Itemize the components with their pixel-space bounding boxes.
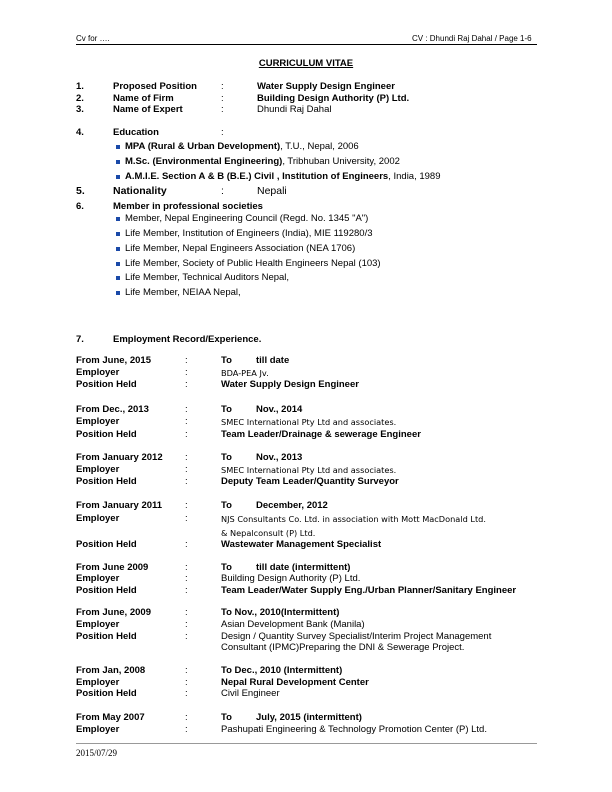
employer-value: SMEC International Pty Ltd and associates. xyxy=(221,417,397,427)
field-colon: : xyxy=(221,104,224,115)
employer-value: SMEC International Pty Ltd and associates. xyxy=(221,465,397,475)
field-value: Water Supply Design Engineer xyxy=(257,81,395,92)
position-value: Design / Quantity Survey Specialist/Interim Project Management xyxy=(221,631,492,642)
record-from: From June, 2009 xyxy=(76,607,151,618)
field-label: Nationality xyxy=(113,185,167,197)
employer-value: BDA-PEA Jv. xyxy=(221,368,269,378)
record-to-word: To xyxy=(221,404,232,415)
header-left: Cv for …. xyxy=(76,34,110,43)
field-label: Name of Expert xyxy=(113,104,183,115)
field-label: Education xyxy=(113,127,159,138)
membership-text: Life Member, Technical Auditors Nepal, xyxy=(125,272,290,283)
record-to: till date (intermittent) xyxy=(256,562,351,573)
degree-title: A.M.I.E. Section A & B (B.E.) Civil , Institution of Engineers xyxy=(125,171,389,182)
record-period: From June 2009 : To till date (intermittent) xyxy=(76,562,351,573)
record-position: Position Held : Wastewater Management Specialist xyxy=(76,539,382,550)
position-value: Team Leader/Water Supply Eng./Urban Planner/Sanitary Engineer xyxy=(221,585,517,596)
employer-label: Employer xyxy=(76,677,120,688)
record-employer: Employer : Building Design Authority (P) Ltd. xyxy=(76,573,361,584)
record-period: From June, 2009 : To Nov., 2010(Intermittent) xyxy=(76,607,340,618)
bullet-icon xyxy=(116,262,120,266)
field-colon: : xyxy=(221,93,224,104)
header-divider xyxy=(76,44,537,45)
employer-label: Employer xyxy=(76,724,120,735)
record-employer-continued xyxy=(76,527,546,539)
record-from: From Dec., 2013 xyxy=(76,404,149,415)
record-employer: Employer : Asian Development Bank (Manila) xyxy=(76,619,365,630)
employer-value: Nepal Rural Development Center xyxy=(221,677,369,688)
record-period: From May 2007 : To July, 2015 (intermittent) xyxy=(76,712,362,723)
field-number: 1. xyxy=(76,81,84,92)
record-employer: Employer : NJS Consultants Co. Ltd. in association with Mott MacDonald Ltd. xyxy=(76,513,486,524)
field-colon: : xyxy=(221,81,224,92)
bullet-icon xyxy=(116,217,120,221)
position-value: Water Supply Design Engineer xyxy=(221,379,359,390)
field-number: 2. xyxy=(76,93,84,104)
position-label: Position Held xyxy=(76,379,137,390)
record-to-word: To xyxy=(221,562,232,573)
footer-date: 2015/07/29 xyxy=(76,748,118,758)
record-to-word: To xyxy=(221,500,232,511)
position-value: Team Leader/Drainage & sewerage Engineer xyxy=(221,429,421,440)
record-position-continued xyxy=(76,642,546,654)
membership-text: Life Member, Society of Public Health Engineers Nepal (103) xyxy=(125,258,381,269)
employer-value-line2: & Nepalconsult (P) Ltd. xyxy=(221,528,316,538)
position-value: Civil Engineer xyxy=(221,688,280,699)
record-from: From June 2009 xyxy=(76,562,149,573)
page-title: CURRICULUM VITAE xyxy=(258,58,354,69)
record-from: From January 2012 xyxy=(76,452,163,463)
employer-value: Building Design Authority (P) Ltd. xyxy=(221,573,361,584)
position-value: Deputy Team Leader/Quantity Surveyor xyxy=(221,476,399,487)
membership-text: Member, Nepal Engineering Council (Regd. No. 1345 "A") xyxy=(125,213,369,224)
footer-divider xyxy=(76,743,537,744)
field-label: Name of Firm xyxy=(113,93,174,104)
position-label: Position Held xyxy=(76,585,137,596)
record-period: From January 2011 : To December, 2012 xyxy=(76,500,328,511)
field-number: 3. xyxy=(76,104,84,115)
position-label: Position Held xyxy=(76,476,137,487)
record-from: From January 2011 xyxy=(76,500,163,511)
membership-text: Life Member, NEIAA Nepal, xyxy=(125,287,241,298)
degree-title: M.Sc. (Environmental Engineering) xyxy=(125,156,283,167)
record-to-word: To xyxy=(221,355,232,366)
position-label: Position Held xyxy=(76,539,137,550)
employer-label: Employer xyxy=(76,513,120,524)
field-colon: : xyxy=(221,127,224,138)
field-colon: : xyxy=(221,185,224,197)
record-position: Position Held : Water Supply Design Engineer xyxy=(76,379,359,390)
bullet-icon xyxy=(116,160,120,164)
degree-detail: , T.U., Nepal, 2006 xyxy=(280,141,359,152)
field-number: 5. xyxy=(76,185,85,197)
record-to: To Dec., 2010 (Intermittent) xyxy=(221,665,343,676)
position-value-line2: Consultant (IPMC)Preparing the DNI & Sewerage Project. xyxy=(221,642,465,653)
record-position: Position Held : Team Leader/Drainage & sewerage Engineer xyxy=(76,429,421,440)
record-employer: Employer : SMEC International Pty Ltd and associates. xyxy=(76,464,397,475)
degree-title: MPA (Rural & Urban Development) xyxy=(125,141,281,152)
record-from: From May 2007 xyxy=(76,712,145,723)
record-employer: Employer : Nepal Rural Development Center xyxy=(76,677,369,688)
bullet-icon xyxy=(116,247,120,251)
record-to: December, 2012 xyxy=(256,500,328,511)
record-to: Nov., 2014 xyxy=(256,404,303,415)
record-position: Position Held : Team Leader/Water Supply Eng./Urban Planner/Sanitary Engineer xyxy=(76,585,517,596)
degree-detail: , India, 1989 xyxy=(388,171,441,182)
header-right: CV : Dhundi Raj Dahal / Page 1-6 xyxy=(412,34,532,43)
employer-value: Pashupati Engineering & Technology Promotion Center (P) Ltd. xyxy=(221,724,487,735)
field-value: Nepali xyxy=(257,185,287,197)
record-position: Position Held : Civil Engineer xyxy=(76,688,280,699)
record-to: till date xyxy=(256,355,290,366)
record-period: From Dec., 2013 : To Nov., 2014 xyxy=(76,404,303,415)
position-label: Position Held xyxy=(76,688,137,699)
bullet-icon xyxy=(116,291,120,295)
employer-label: Employer xyxy=(76,573,120,584)
record-from: From June, 2015 xyxy=(76,355,151,366)
employer-label: Employer xyxy=(76,367,120,378)
employer-value: Asian Development Bank (Manila) xyxy=(221,619,365,630)
record-period: From January 2012 : To Nov., 2013 xyxy=(76,452,303,463)
field-number: 7. xyxy=(76,334,84,345)
field-number: 4. xyxy=(76,127,84,138)
field-label: Member in professional societies xyxy=(113,201,263,212)
field-value: Dhundi Raj Dahal xyxy=(257,104,332,115)
bullet-icon xyxy=(116,232,120,236)
field-label: Employment Record/Experience. xyxy=(113,334,262,345)
position-label: Position Held xyxy=(76,429,137,440)
record-to-word: To xyxy=(221,712,232,723)
employer-label: Employer xyxy=(76,416,120,427)
record-employer: Employer : Pashupati Engineering & Technology Promotion Center (P) Ltd. xyxy=(76,724,487,735)
bullet-icon xyxy=(116,276,120,280)
bullet-icon xyxy=(116,145,120,149)
field-label: Proposed Position xyxy=(113,81,197,92)
employer-label: Employer xyxy=(76,464,120,475)
membership-text: Life Member, Nepal Engineers Association (NEA 1706) xyxy=(125,243,356,254)
record-period: From Jan, 2008 : To Dec., 2010 (Intermittent) xyxy=(76,665,343,676)
position-value: Wastewater Management Specialist xyxy=(221,539,382,550)
membership-text: Life Member, Institution of Engineers (India), MIE 119280/3 xyxy=(125,228,373,239)
field-value: Building Design Authority (P) Ltd. xyxy=(257,93,410,104)
bullet-icon xyxy=(116,175,120,179)
record-to: To Nov., 2010(Intermittent) xyxy=(221,607,340,618)
record-position: Position Held : Design / Quantity Survey Specialist/Interim Project Management xyxy=(76,631,492,642)
degree-detail: , Tribhuban University, 2002 xyxy=(282,156,400,167)
record-to: Nov., 2013 xyxy=(256,452,303,463)
employer-value: NJS Consultants Co. Ltd. in association with Mott MacDonald Ltd. xyxy=(221,514,486,524)
record-period: From June, 2015 : To till date xyxy=(76,355,290,366)
record-employer: Employer : BDA-PEA Jv. xyxy=(76,367,269,378)
record-to: July, 2015 (intermittent) xyxy=(256,712,362,723)
record-from: From Jan, 2008 xyxy=(76,665,146,676)
field-number: 6. xyxy=(76,201,84,212)
employer-label: Employer xyxy=(76,619,120,630)
record-position: Position Held : Deputy Team Leader/Quantity Surveyor xyxy=(76,476,399,487)
record-employer: Employer : SMEC International Pty Ltd and associates. xyxy=(76,416,397,427)
record-to-word: To xyxy=(221,452,232,463)
position-label: Position Held xyxy=(76,631,137,642)
